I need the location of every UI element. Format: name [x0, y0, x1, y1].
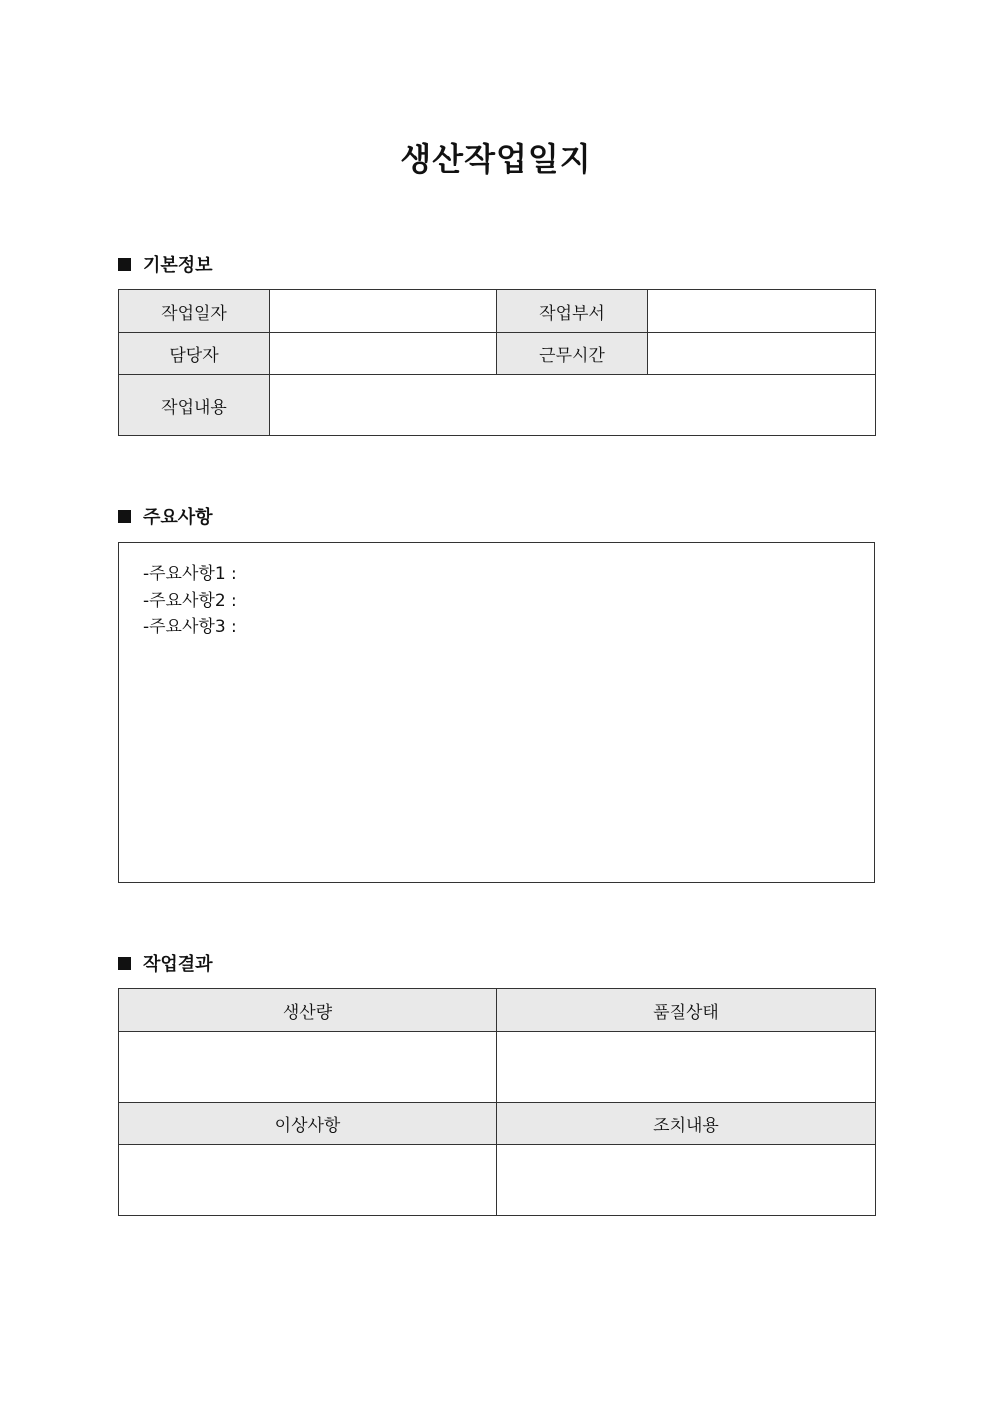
work-hours-label: 근무시간: [497, 333, 648, 375]
issues-label: 이상사항: [119, 1103, 497, 1145]
quality-label: 품질상태: [497, 989, 876, 1032]
work-content-field[interactable]: [270, 375, 876, 436]
list-item: -주요사항3 :: [143, 617, 237, 637]
work-dept-field[interactable]: [648, 290, 876, 333]
work-results-heading: [118, 951, 213, 975]
work-content-label: 작업내용: [119, 375, 270, 436]
table-row: [119, 333, 876, 375]
square-bullet-icon: [118, 510, 131, 523]
square-bullet-icon: [118, 957, 131, 970]
list-item: -주요사항2 :: [143, 590, 237, 611]
document-title: 생산작업일지: [400, 140, 592, 178]
manager-label: 담당자: [119, 333, 270, 375]
list-item: -주요사항1 :: [143, 564, 237, 584]
table-row: [119, 1103, 876, 1145]
key-notes-list: [143, 561, 874, 641]
quality-field[interactable]: [497, 1032, 876, 1103]
work-hours-field[interactable]: [648, 333, 876, 375]
key-notes-heading: [118, 504, 213, 528]
table-row: [119, 1032, 876, 1103]
basic-info-heading: [118, 252, 213, 276]
work-results-table: [118, 988, 876, 1216]
table-row: [119, 1145, 876, 1216]
actions-field[interactable]: [497, 1145, 876, 1216]
actions-label: 조치내용: [497, 1103, 876, 1145]
key-notes-box[interactable]: [118, 542, 875, 883]
work-date-label: 작업일자: [119, 290, 270, 333]
work-results-heading-label: 작업결과: [143, 954, 213, 975]
issues-field[interactable]: [119, 1145, 497, 1216]
basic-info-heading-label: 기본정보: [143, 255, 213, 276]
square-bullet-icon: [118, 258, 131, 271]
production-label: 생산량: [119, 989, 497, 1032]
key-notes-heading-label: 주요사항: [143, 507, 213, 528]
table-row: [119, 375, 876, 436]
basic-info-table: [118, 289, 876, 436]
production-field[interactable]: [119, 1032, 497, 1103]
work-dept-label: 작업부서: [497, 290, 648, 333]
table-row: [119, 989, 876, 1032]
manager-field[interactable]: [270, 333, 497, 375]
work-date-field[interactable]: [270, 290, 497, 333]
table-row: [119, 290, 876, 333]
